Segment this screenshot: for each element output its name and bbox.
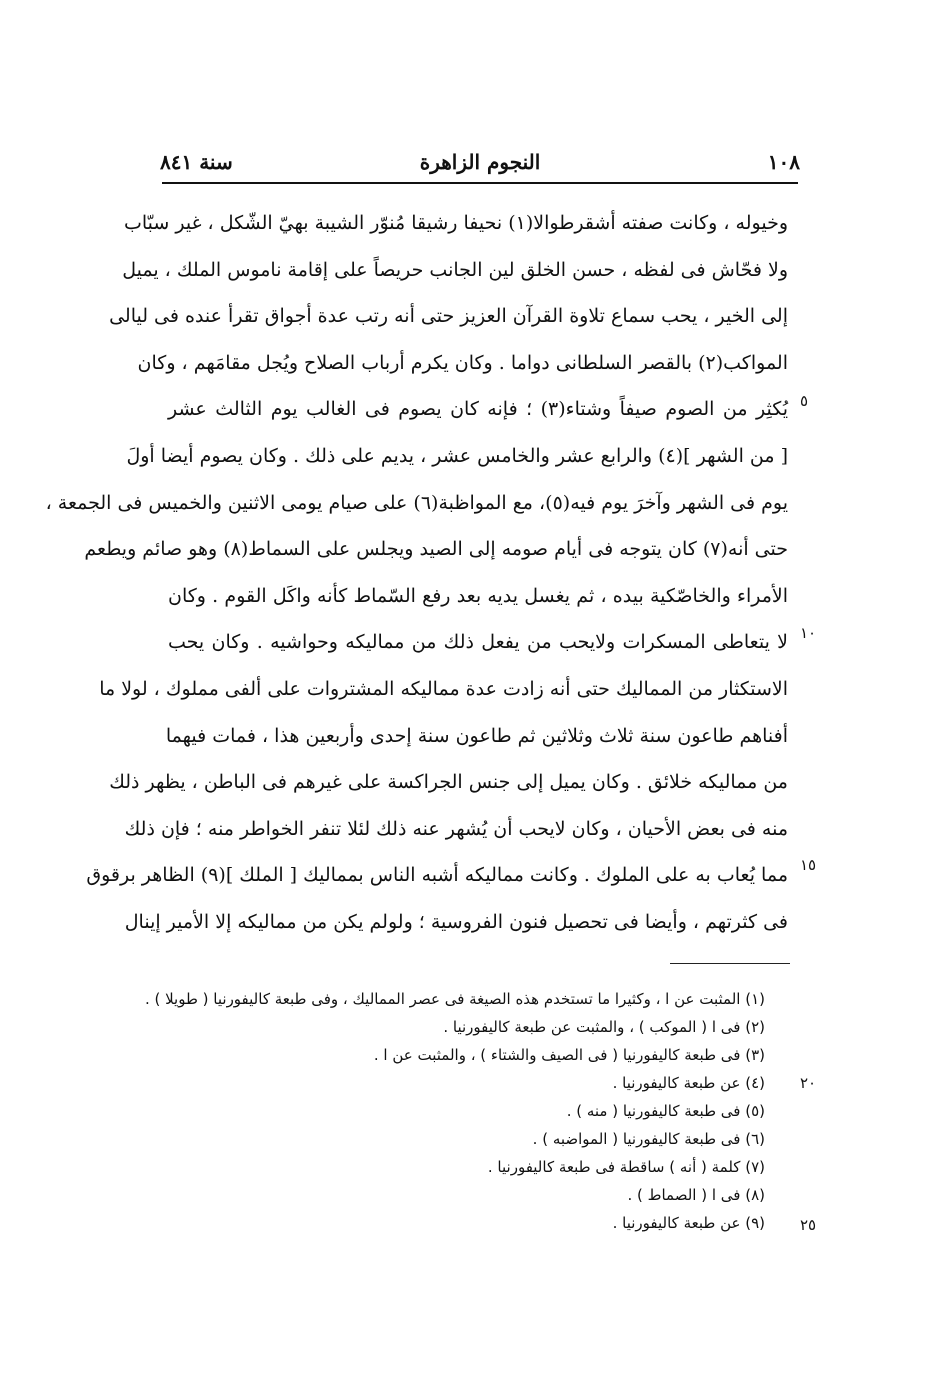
footnote: (٥) فى طبعة كاليفورنيا ( منه ) . [566,1102,765,1120]
footnote: (٣) فى طبعة كاليفورنيا ( فى الصيف والشتاء ) ، والمثبت عن ا . [373,1046,765,1064]
text-line: أفناهم طاعون سنة ثلاث وثلاثين ثم طاعون سنة إحدى وأربعين هذا ، فمات فيهما [165,724,788,747]
text-line: المواكب(٢) بالقصر السلطانى دواما . وكان يكرم أرباب الصلاح ويُجل مقامَهم ، وكان [137,351,788,374]
line-number-20: ٢٠ [800,1074,817,1092]
line-number-5: ٥ [800,392,809,410]
footnote: (٦) فى طبعة كاليفورنيا ( المواضبه ) . [532,1130,765,1148]
text-line: مما يُعاب به على الملوك . وكانت مماليكه أشبه الناس بمماليك [ الملك ](٩) الظاهر برقوق [86,864,788,887]
text-line: فى كثرتهم ، وأيضا فى تحصيل فنون الفروسية ؛ ولولم يكن من مماليكه إلا الأمير إينال [124,910,788,933]
text-line: منه فى بعض الأحيان ، وكان لايحب أن يُشهر عنه ذلك لئلا تنفر الخواطر منه ؛ فإن ذلك [124,817,788,840]
footnote: (٩) عن طبعة كاليفورنيا . [612,1214,765,1232]
footnote: (١) المثبت عن ا ، وكثيرا ما تستخدم هذه الصيغة فى عصر المماليك ، وفى طبعة كاليفورنيا ( طويلا ) . [144,990,765,1008]
main-text [45,200,788,946]
running-header [160,150,800,180]
line-number-10: ١٠ [800,624,817,642]
text-line: ولا فحّاش فى لفظه ، حسن الخلق لين الجانب حريصاً على إقامة ناموس الملك ، يميل [122,258,788,281]
text-line: إلى الخير ، يحب سماع تلاوة القرآن العزيز حتى أنه رتب عدة أجواق تقرأ عنده فى ليالى [109,305,788,328]
footnote: (٢) فى ا ( الموكب ) ، والمثبت عن طبعة كاليفورنيا . [443,1018,765,1036]
year-label: سنة ٨٤١ [160,150,233,174]
text-line: حتى أنه(٧) كان يتوجه فى أيام صومه إلى الصيد ويجلس على السماط(٨) وهو صائم ويطعم [84,538,788,561]
footnote: (٧) كلمة ( أنه ) ساقطة فى طبعة كاليفورنيا . [487,1158,765,1176]
text-line: الأمراء والخاصّكية بيده ، ثم يغسل يديه بعد رفع السّماط كأنه واكَل القوم . وكان [168,584,788,607]
line-number-25: ٢٥ [800,1216,817,1234]
footnote: (٤) عن طبعة كاليفورنيا . [612,1074,765,1092]
text-line: يُكثِر من الصوم صيفاً وشتاء(٣) ؛ فإنه كان يصوم فى الغالب يوم الثالث عشر [168,398,788,421]
book-title: النجوم الزاهرة [419,150,541,174]
text-line: الاستكثار من المماليك حتى أنه زادت عدة مماليكه المشتروات على ألفى مملوك ، لولا ما [99,677,788,700]
line-number-15: ١٥ [800,856,817,874]
text-line: يوم فى الشهر وآخرَ يوم فيه(٥)، مع المواظبة(٦) على صيام يومى الاثنين والخميس فى الجمعة ، [45,491,788,514]
header-rule [162,182,798,184]
footnote: (٨) فى ا ( الصماط ) . [627,1186,765,1204]
text-line: [ من الشهر ](٤) والرابع عشر والخامس عشر ، يديم على ذلك . وكان يصوم أيضا أولَ [126,444,788,467]
footnote-rule [670,963,790,964]
text-line: وخيوله ، وكانت صفته أشقرطوالا(١) نحيفا رشيقا مُنوّر الشيبة بهيّ الشّكل ، غير سبّاب [124,212,788,234]
text-line: لا يتعاطى المسكرات ولايحب من يفعل ذلك من مماليكه وحواشيه . وكان يحب [168,631,788,654]
text-line: من مماليكه خلائق . وكان يميل إلى جنس الجراكسة على غيرهم فى الباطن ، يظهر ذلك [109,771,788,794]
page-number: ١٠٨ [767,150,800,174]
